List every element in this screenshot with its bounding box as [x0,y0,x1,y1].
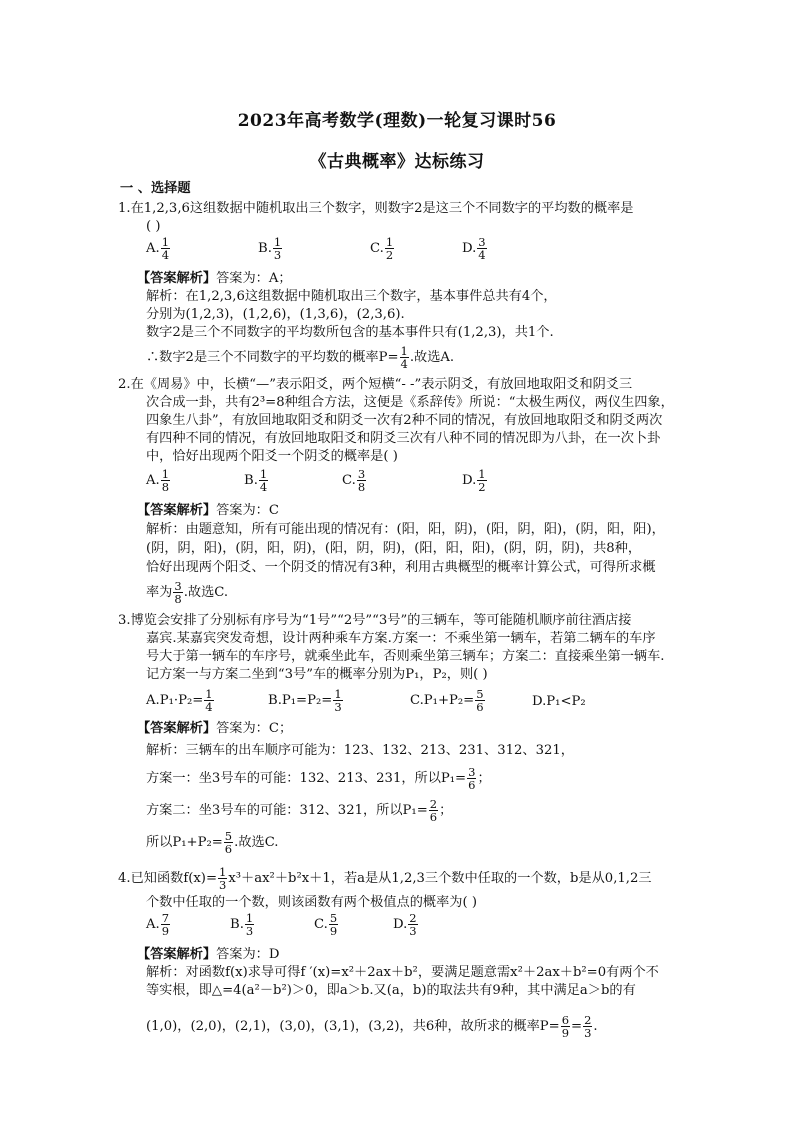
q4-explanation-1: 解析：对函数f(x)求导可得f ′(x)=x²＋2ax＋b²，要满足题意需x²＋2ax＋b²=0有两个不 [146,965,659,980]
q2-stem-line-5: 中，恰好出现两个阳爻一个阴爻的概率是( ) [146,449,398,464]
q2-stem-line-1: 2.在《周易》中，长横“—”表示阳爻，两个短横“- -”表示阴爻，有放回地取阳爻和阴爻三 [118,377,633,392]
q4-option-c: C. $\frac{5}{9}$ [314,911,338,938]
q3-stem-line-1: 3.博览会安排了分别标有序号为“1号”“2号”“3号”的三辆车，等可能随机顺序前往酒店接 [118,613,632,628]
title-line-1: 2023年高考数学(理数)一轮复习课时56 [237,111,557,131]
q2-explanation-2: (阴，阴，阳)，(阴，阳，阴)，(阳，阴，阴)，(阳，阳，阳)，(阴，阴，阴)，共8种， [146,541,642,556]
q3-option-c: C.P₁+P₂= $\frac{5}{6}$ [410,687,484,714]
q3-stem-line-2: 嘉宾.某嘉宾突发奇想，设计两种乘车方案.方案一：不乘坐第一辆车，若第二辆车的车序 [146,631,656,646]
q1-stem-line-2: ( ) [146,219,161,234]
q4-option-b: B. $\frac{1}{3}$ [230,911,254,938]
q1-explanation-2: 分别为(1,2,3)，(1,2,6)，(1,3,6)，(2,3,6). [146,307,405,322]
q1-explanation-3: 数字2是三个不同数字的平均数所包含的基本事件只有(1,2,3)，共1个. [146,325,554,340]
q3-explanation-4: 所以P₁+P₂= $\frac{5}{6}$ .故选C. [146,829,279,856]
q3-option-a: A.P₁·P₂= $\frac{1}{4}$ [146,687,213,714]
q1-option-b: B. $\frac{1}{3}$ [258,235,282,262]
q1-option-a: A. $\frac{1}{4}$ [146,235,170,262]
q1-stem-line-1: 1.在1,2,3,6这组数据中随机取出三个数字，则数字2是这三个不同数字的平均数的概率是 [118,201,634,216]
title-line-2: 《古典概率》达标练习 [309,152,485,172]
q3-option-b: B.P₁=P₂= $\frac{1}{3}$ [268,687,342,714]
q3-stem-line-4: 记方案一与方案二坐到“3号”车的概率分别为P₁，P₂，则( ) [146,667,488,682]
q3-stem-line-3: 号大于第一辆车的车序号，就乘坐此车，否则乘坐第三辆车；方案二：直接乘坐第一辆车. [146,649,665,664]
q4-answer: 【答案解析】答案为：D [137,947,280,962]
section-label: 一 、选择题 [120,181,191,196]
q2-option-a: A. $\frac{1}{8}$ [146,467,170,494]
q1-explanation-4: ∴数字2是三个不同数字的平均数的概率P= $\frac{1}{4}$ .故选A. [146,344,455,371]
q4-explanation-3: (1,0)，(2,0)，(2,1)，(3,0)，(3,1)，(3,2)，共6种，故所求的概率P= $\frac{6}{9}$ = $\frac{2}{3}$ . [146,1013,598,1040]
q3-explanation-2: 方案一：坐3号车的可能：132、213、231，所以P₁= $\frac{3}{6}$ ； [146,765,491,792]
q2-explanation-4: 率为 $\frac{3}{8}$ .故选C. [146,579,229,606]
q3-explanation-1: 解析：三辆车的出车顺序可能为：123、132、213、231、312、321， [146,743,574,758]
q2-option-b: B. $\frac{1}{4}$ [244,467,268,494]
q1-answer: 【答案解析】答案为：A； [137,271,292,286]
q4-stem-line-1: 4.已知函数f(x)= $\frac{1}{3}$ x³＋ax²＋b²x＋1，若a是从1,2,3三个数中任取的一个数，b是从0,1,2三 [118,865,652,892]
q4-option-a: A. $\frac{7}{9}$ [146,911,170,938]
q2-option-c: C. $\frac{3}{8}$ [342,467,366,494]
q2-answer: 【答案解析】答案为：C [137,503,279,518]
q2-stem-line-4: 有四种不同的情况，有放回地取阳爻和阴爻三次有八种不同的情况即为八卦，在一次卜卦 [146,431,661,446]
q4-explanation-2: 等实根，即△=4(a²－b²)＞0，即a＞b.又(a，b)的取法共有9种，其中满足a＞b的有 [146,983,636,998]
q2-option-d: D. $\frac{1}{2}$ [462,467,486,494]
q4-stem-line-2: 个数中任取的一个数，则该函数有两个极值点的概率为( ) [146,895,477,910]
q1-option-c: C. $\frac{1}{2}$ [370,235,394,262]
q2-stem-line-3: 四象生八卦”，有放回地取阳爻和阴爻一次有2种不同的情况，有放回地取阳爻和阴爻两次 [146,413,663,428]
q3-explanation-3: 方案二：坐3号车的可能：312、321，所以P₁= $\frac{2}{6}$ ； [146,797,453,824]
q4-option-d: D. $\frac{2}{3}$ [393,911,417,938]
q3-option-d: D.P₁<P₂ [532,694,586,709]
q2-stem-line-2: 次合成一卦，共有2³=8种组合方法，这便是《系辞传》所说：“太极生两仪，两仪生四象， [146,395,674,410]
q3-answer: 【答案解析】答案为：C； [137,721,293,736]
q1-explanation-1: 解析：在1,2,3,6这组数据中随机取出三个数字，基本事件总共有4个， [146,289,557,304]
q1-option-d: D. $\frac{3}{4}$ [462,235,486,262]
q2-explanation-3: 恰好出现两个阳爻、一个阴爻的情况有3种，利用古典概型的概率计算公式，可得所求概 [146,560,656,575]
q2-explanation-1: 解析：由题意知，所有可能出现的情况有：(阳，阳，阴)，(阳，阴，阳)，(阴，阳，阳)， [146,522,665,537]
